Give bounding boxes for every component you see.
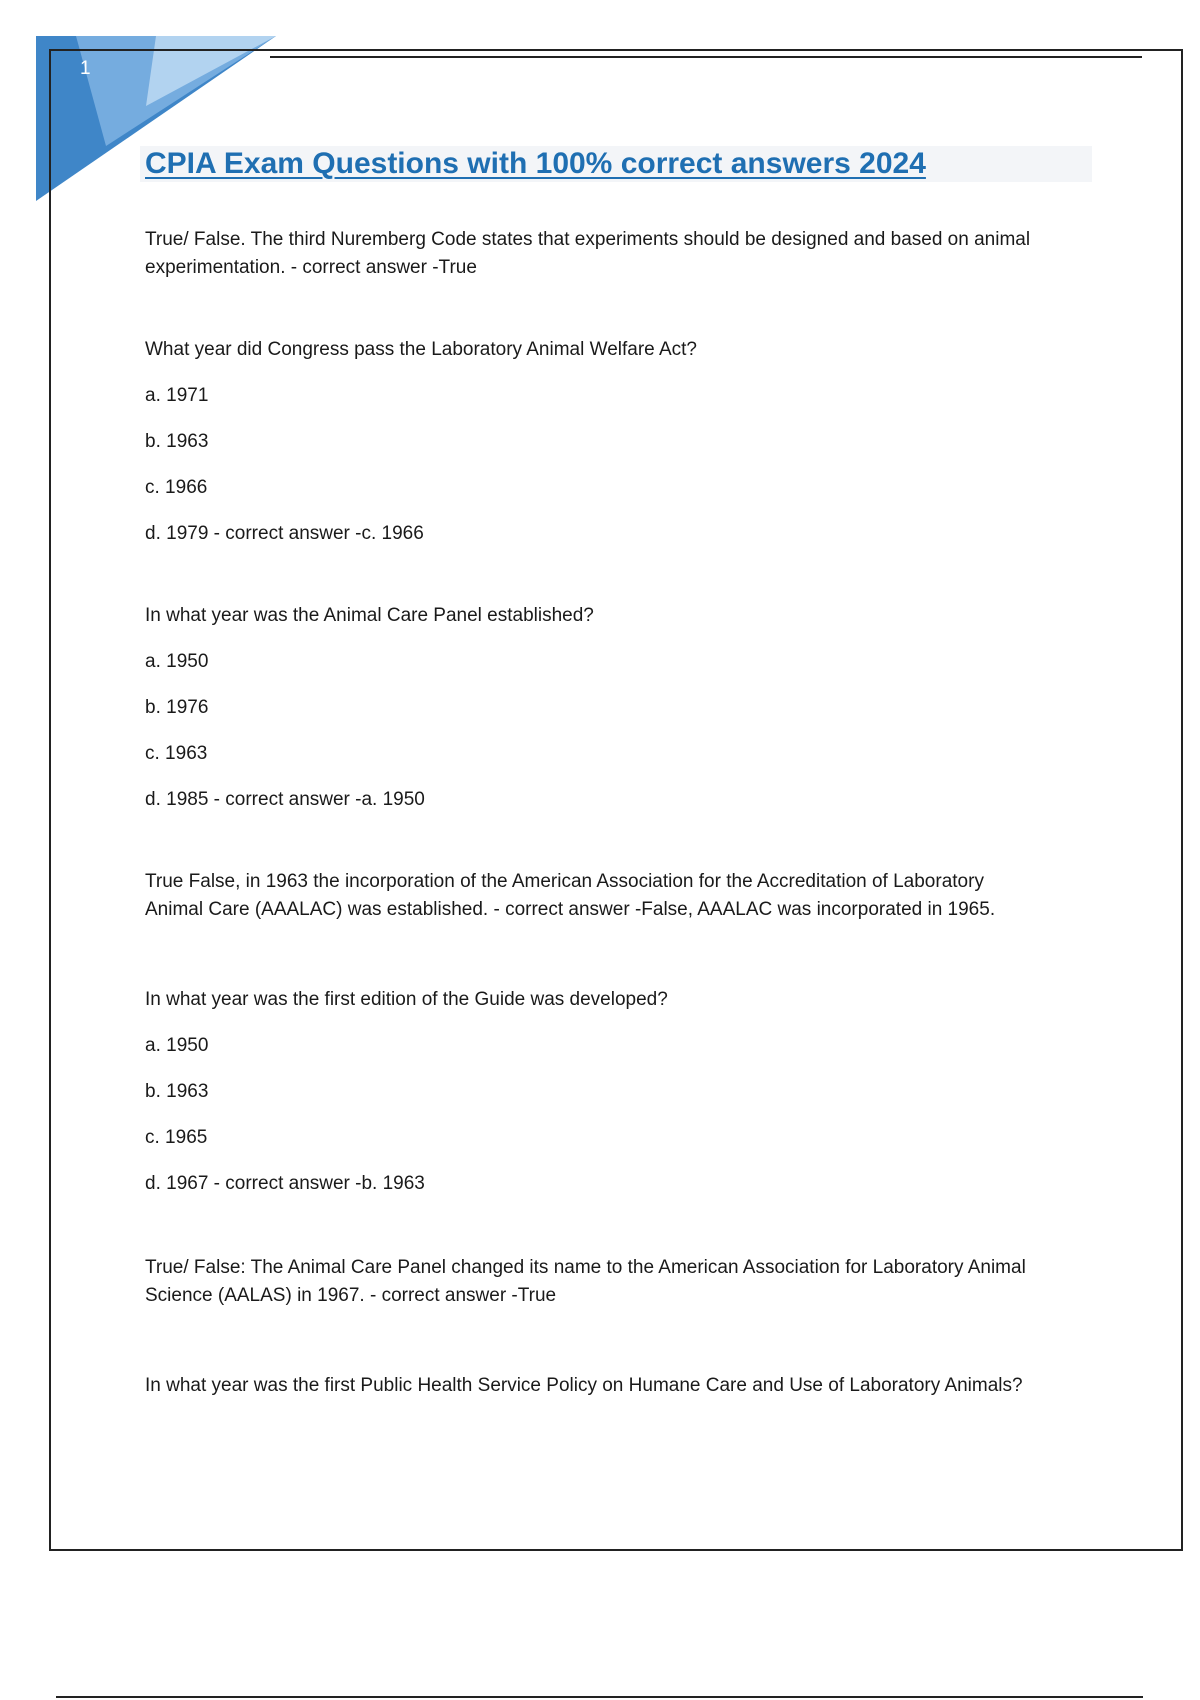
- answer-option: d. 1979 - correct answer -c. 1966: [145, 523, 424, 544]
- answer-option: a. 1950: [145, 651, 209, 672]
- page-number: 1: [80, 58, 91, 79]
- question-text: In what year was the first Public Health Service Policy on Humane Care and Use of Laboratory Animals?: [145, 1375, 1023, 1396]
- question-line: experimentation. - correct answer -True: [145, 257, 477, 278]
- answer-option: a. 1971: [145, 385, 209, 406]
- question-block: [145, 336, 1105, 548]
- question-text: In what year was the Animal Care Panel established?: [145, 605, 594, 626]
- question-line: True/ False. The third Nuremberg Code states that experiments should be designed and based on animal: [145, 229, 1031, 250]
- answer-option: d. 1985 - correct answer -a. 1950: [145, 789, 425, 810]
- answer-option: c. 1966: [145, 477, 208, 498]
- question-block: [145, 226, 1105, 282]
- answer-option: d. 1967 - correct answer -b. 1963: [145, 1173, 425, 1194]
- answer-option: a. 1950: [145, 1035, 209, 1056]
- answer-option: c. 1963: [145, 743, 208, 764]
- answer-option: b. 1963: [145, 1081, 209, 1102]
- question-block: [145, 868, 1105, 924]
- answer-option: b. 1976: [145, 697, 209, 718]
- question-block: [145, 1254, 1105, 1310]
- question-line: True/ False: The Animal Care Panel changed its name to the American Association for Laboratory Animal: [145, 1257, 1026, 1278]
- question-text: In what year was the first edition of the Guide was developed?: [145, 989, 668, 1010]
- question-line: Science (AALAS) in 1967. - correct answer -True: [145, 1285, 557, 1306]
- answer-option: b. 1963: [145, 431, 209, 452]
- question-text: What year did Congress pass the Laboratory Animal Welfare Act?: [145, 339, 697, 360]
- question-block: [145, 986, 1105, 1198]
- document-title: CPIA Exam Questions with 100% correct answers 2024: [145, 147, 926, 180]
- answer-option: c. 1965: [145, 1127, 208, 1148]
- document-content: [145, 226, 1105, 1400]
- question-line: Animal Care (AAALAC) was established. - correct answer -False, AAALAC was incorporated in 1965.: [145, 899, 996, 920]
- question-block: [145, 1372, 1105, 1400]
- question-block: [145, 602, 1105, 814]
- footer-rule: [56, 1696, 1143, 1698]
- question-line: True False, in 1963 the incorporation of the American Association for the Accreditation of Laboratory: [145, 871, 984, 892]
